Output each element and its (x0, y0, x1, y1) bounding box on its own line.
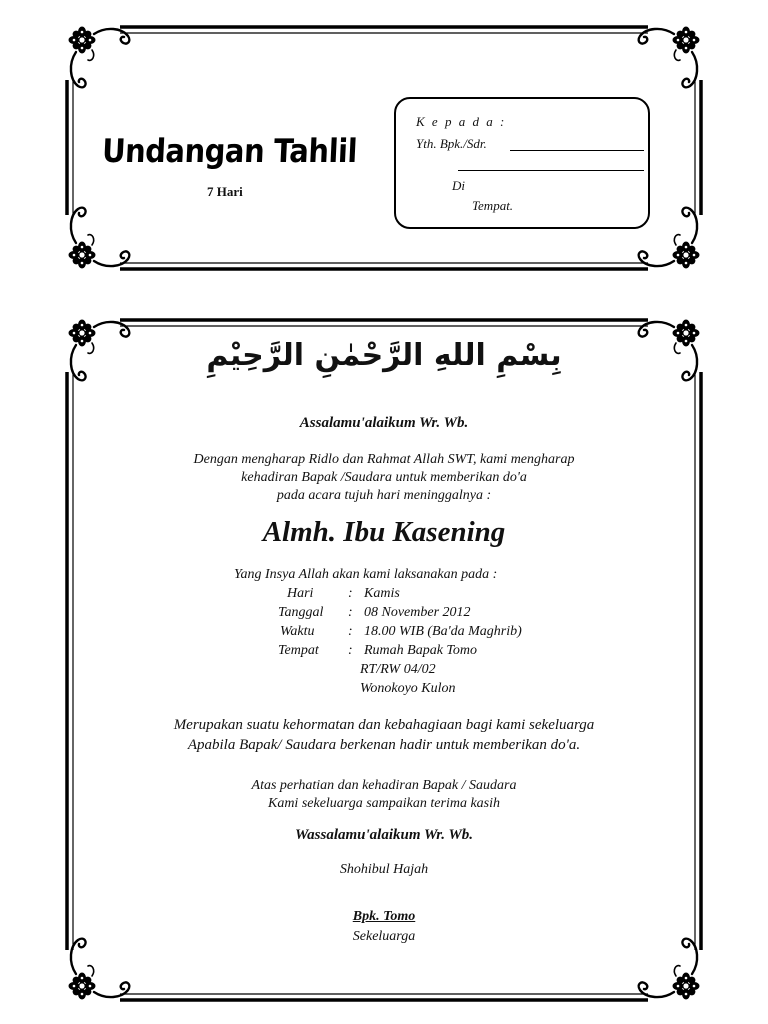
schedule-value-waktu: 18.00 WIB (Ba'da Maghrib) (364, 624, 522, 639)
to-label: K e p a d a : (416, 114, 507, 129)
recipient-line-2 (458, 170, 644, 171)
card-title: Undangan Tahlil (101, 132, 358, 171)
host-label: Shohibul Hajah (339, 862, 429, 877)
schedule-intro: Yang Insya Allah akan kami laksanakan pada : (234, 567, 498, 582)
place-label: Tempat. (472, 198, 514, 213)
schedule-colon: : (348, 605, 353, 620)
basmalah-calligraphy: بِسْمِ اللهِ الرَّحْمٰنِ الرَّحِيْمِ (206, 338, 562, 373)
honor-line-1: Merupakan suatu kehormatan dan kebahagiaan bagi kami sekeluarga (173, 717, 595, 733)
recipient-line (510, 150, 644, 151)
thanks-line-2: Kami sekeluarga sampaikan terima kasih (267, 796, 500, 811)
schedule-value-tanggal: 08 November 2012 (364, 605, 471, 620)
schedule-colon: : (348, 586, 353, 601)
signer-name: Bpk. Tomo (352, 909, 416, 924)
greeting: Assalamu'alaikum Wr. Wb. (299, 415, 469, 431)
thanks-line-1: Atas perhatian dan kehadiran Bapak / Saudara (251, 778, 517, 793)
place-extra-line: RT/RW 04/02 (360, 662, 436, 677)
schedule-label-tempat: Tempat (278, 643, 319, 658)
schedule-label-waktu: Waktu (280, 624, 315, 639)
signer-role: Sekeluarga (352, 929, 416, 944)
schedule-value-tempat: Rumah Bapak Tomo (364, 643, 478, 658)
closing-greeting: Wassalamu'alaikum Wr. Wb. (294, 827, 474, 843)
intro-line-2: kehadiran Bapak /Saudara untuk memberikan do'a (241, 470, 527, 485)
intro-line-3: pada acara tujuh hari meninggalnya : (276, 488, 492, 503)
honor-line-2: Apabila Bapak/ Saudara berkenan hadir untuk memberikan do'a. (187, 737, 581, 753)
schedule-value-hari: Kamis (364, 586, 400, 601)
schedule-label-hari: Hari (287, 586, 314, 601)
deceased-name: Almh. Ibu Kasening (262, 516, 506, 548)
recipient-label: Yth. Bpk./Sdr. (416, 136, 487, 151)
corner-ornament-icon (639, 939, 700, 1000)
corner-ornament-icon (69, 939, 130, 1000)
schedule-colon: : (348, 624, 353, 639)
card-subtitle: 7 Hari (207, 184, 243, 199)
place-extra-line: Wonokoyo Kulon (360, 681, 456, 696)
corner-ornament-icon (69, 27, 130, 88)
corner-ornament-icon (69, 208, 130, 269)
schedule-label-tanggal: Tanggal (278, 605, 324, 620)
intro-line-1: Dengan mengharap Ridlo dan Rahmat Allah SWT, kami mengharap (193, 452, 575, 467)
top-card (0, 0, 768, 290)
schedule-colon: : (348, 643, 353, 658)
corner-ornament-icon (639, 27, 700, 88)
at-label: Di (452, 178, 465, 193)
